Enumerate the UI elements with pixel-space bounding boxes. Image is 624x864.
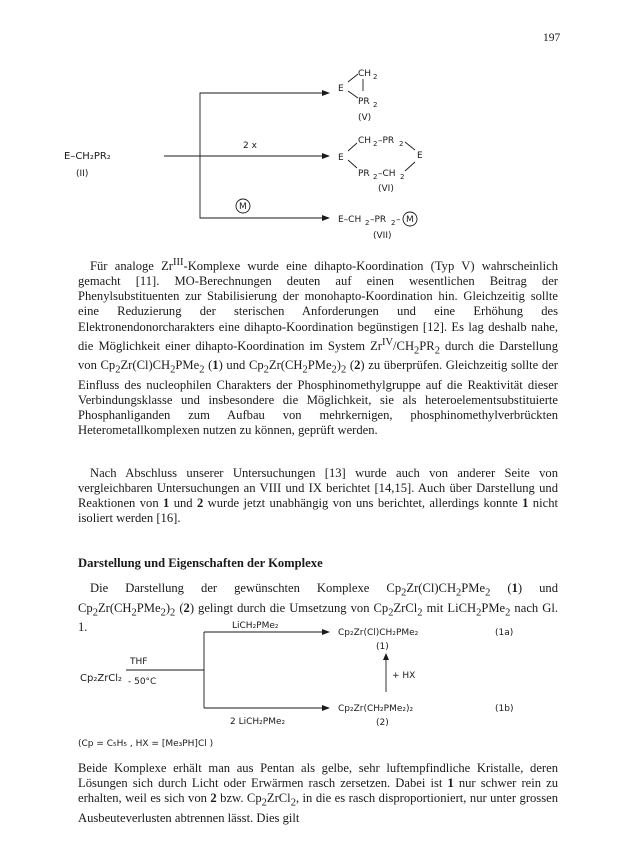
svg-text:2: 2 xyxy=(373,173,378,181)
scheme2-reagent-bottom: 2 LiCH₂PMe₂ xyxy=(230,717,286,727)
page-number: 197 xyxy=(543,32,561,44)
scheme2-footnote: (Cp = C₅H₅ , HX = [Me₃PH]Cl ) xyxy=(78,739,214,749)
paragraph-4 xyxy=(78,761,558,826)
scheme2-product-1-number: (1) xyxy=(376,642,389,652)
paragraph-3-text: Die Darstellung der gewünschten Komplexe $Cp_2Zr(Cl)CH_2PMe_2$ (1) und $Cp_2Zr(CH_2PMe_2)_2$ (2) gelingt durch die Umsetzung von $Cp_2ZrCl_2$ mit LiCH$_2$PMe$_2$ nach Gl. 1. xyxy=(78,581,558,635)
section-heading: Darstellung und Eigenschaften der Komplexe xyxy=(78,556,323,570)
svg-text:–PR: –PR xyxy=(378,136,395,146)
equation-1b-label: (1b) xyxy=(495,704,514,714)
svg-text:–CH: –CH xyxy=(378,169,396,179)
scheme1-metal-symbol: M xyxy=(239,202,247,212)
product-vi-bottom: PR xyxy=(358,169,370,179)
svg-text:2: 2 xyxy=(373,140,378,148)
svg-text:2: 2 xyxy=(365,219,370,227)
paragraph-2-text: Nach Abschluss unserer Untersuchungen [13] wurde auch von anderer Seite von vergleichbaren Untersuchungen an VIII und IX berichtet [14,15]. Auch über Darstellung und Reaktionen von 1 und 2 wurde jetzt unabhängig von uns berichtet, allerdings konnte 1 nicht isoliert werden [16]. xyxy=(78,466,558,526)
scheme1-reactant: E–CH₂PR₂ xyxy=(64,151,111,162)
product-v-pr2: PR xyxy=(358,97,370,107)
svg-text:2: 2 xyxy=(373,73,378,81)
product-vi-right-e: E xyxy=(417,151,423,161)
product-v-label: (V) xyxy=(358,113,372,123)
product-vii-metal: M xyxy=(406,215,414,225)
paragraph-1-text: Für analoge $Zr^{III}$-Komplexe wurde eine dihapto-Koordination (Typ V) wahrscheinlich gemacht [11]. MO-Berechnungen deuten auf einen wesentlichen Beitrag der Phenylsubstituenten zur Stabilisierung der monohapto-Koordination hin. Gleichzeitig sollte eine Reduzierung der sterischen Anforderungen und eine Erhöhung des Elektronendonorcharakters eine dihapto-Koordination begünstigen [12]. Es lag deshalb nahe, die Möglichkeit einer dihapto-Koordination im System $Zr^{IV}/CH_2PR_2$ durch die Darstellung von $Cp_2Zr(Cl)CH_2PMe_2$ (1) und $Cp_2Zr(CH_2PMe_2)_2$ (2) zu überprüfen. Gleichzeitig sollte der Einfluss des nucleophilen Charakters der Phosphinomethylgruppe auf die Reaktivität dieser Verbindungsklasse und insbesondere die Möglichkeit, sie als heteroelementsubstituierte Phosphanliganden zum Aufbau von mehrkernigen, phosphinomethylverbrückten Heterometallkomplexen nutzen zu können, geprüft werden. xyxy=(78,257,558,438)
scheme2-product-1: Cp₂Zr(Cl)CH₂PMe₂ xyxy=(338,628,419,638)
product-vi-top: CH xyxy=(358,136,372,146)
scheme2-product-2-number: (2) xyxy=(376,718,389,728)
reaction-scheme-2 xyxy=(60,620,560,755)
svg-text:2: 2 xyxy=(399,140,404,148)
scheme2-conditions-bottom: - 50°C xyxy=(128,677,157,687)
svg-text:–: – xyxy=(396,215,401,225)
scheme2-reactant: Cp₂ZrCl₂ xyxy=(80,673,123,684)
svg-text:2: 2 xyxy=(373,101,378,109)
svg-text:2: 2 xyxy=(391,219,396,227)
product-vi-left-e: E xyxy=(338,153,344,163)
product-vi-label: (VI) xyxy=(378,184,394,194)
scheme1-arrow-label: 2 x xyxy=(243,141,257,151)
product-vii-text: E–CH xyxy=(338,215,362,225)
product-vii-label: (VII) xyxy=(373,231,392,241)
svg-text:2: 2 xyxy=(400,173,405,181)
paragraph-4-text: Beide Komplexe erhält man aus Pentan als gelbe, sehr luftempfindliche Kristalle, deren Lösungen sich durch Licht oder Erwärmen rasch zersetzen. Dabei ist 1 nur schwer rein zu erhalten, weil es sich von 2 bzw. $Cp_2ZrCl_2$, in die es rasch disproportioniert, nur unter grossen Ausbeuteverlusten abtrennen lässt. Dies gilt xyxy=(78,761,559,825)
reaction-scheme-1 xyxy=(60,58,560,248)
paragraph-2 xyxy=(78,466,558,526)
scheme2-reagent-top: LiCH₂PMe₂ xyxy=(232,621,279,631)
product-v-ch2: CH xyxy=(358,69,372,79)
scheme1-reactant-label: (II) xyxy=(76,169,89,179)
equation-1a-label: (1a) xyxy=(495,628,514,638)
scheme2-conditions-top: THF xyxy=(130,657,148,667)
paragraph-1 xyxy=(78,255,558,438)
scheme2-hx-label: + HX xyxy=(392,671,416,681)
svg-text:–PR: –PR xyxy=(370,215,387,225)
product-v-e: E xyxy=(338,84,344,94)
scheme2-product-2: Cp₂Zr(CH₂PMe₂)₂ xyxy=(338,704,414,714)
